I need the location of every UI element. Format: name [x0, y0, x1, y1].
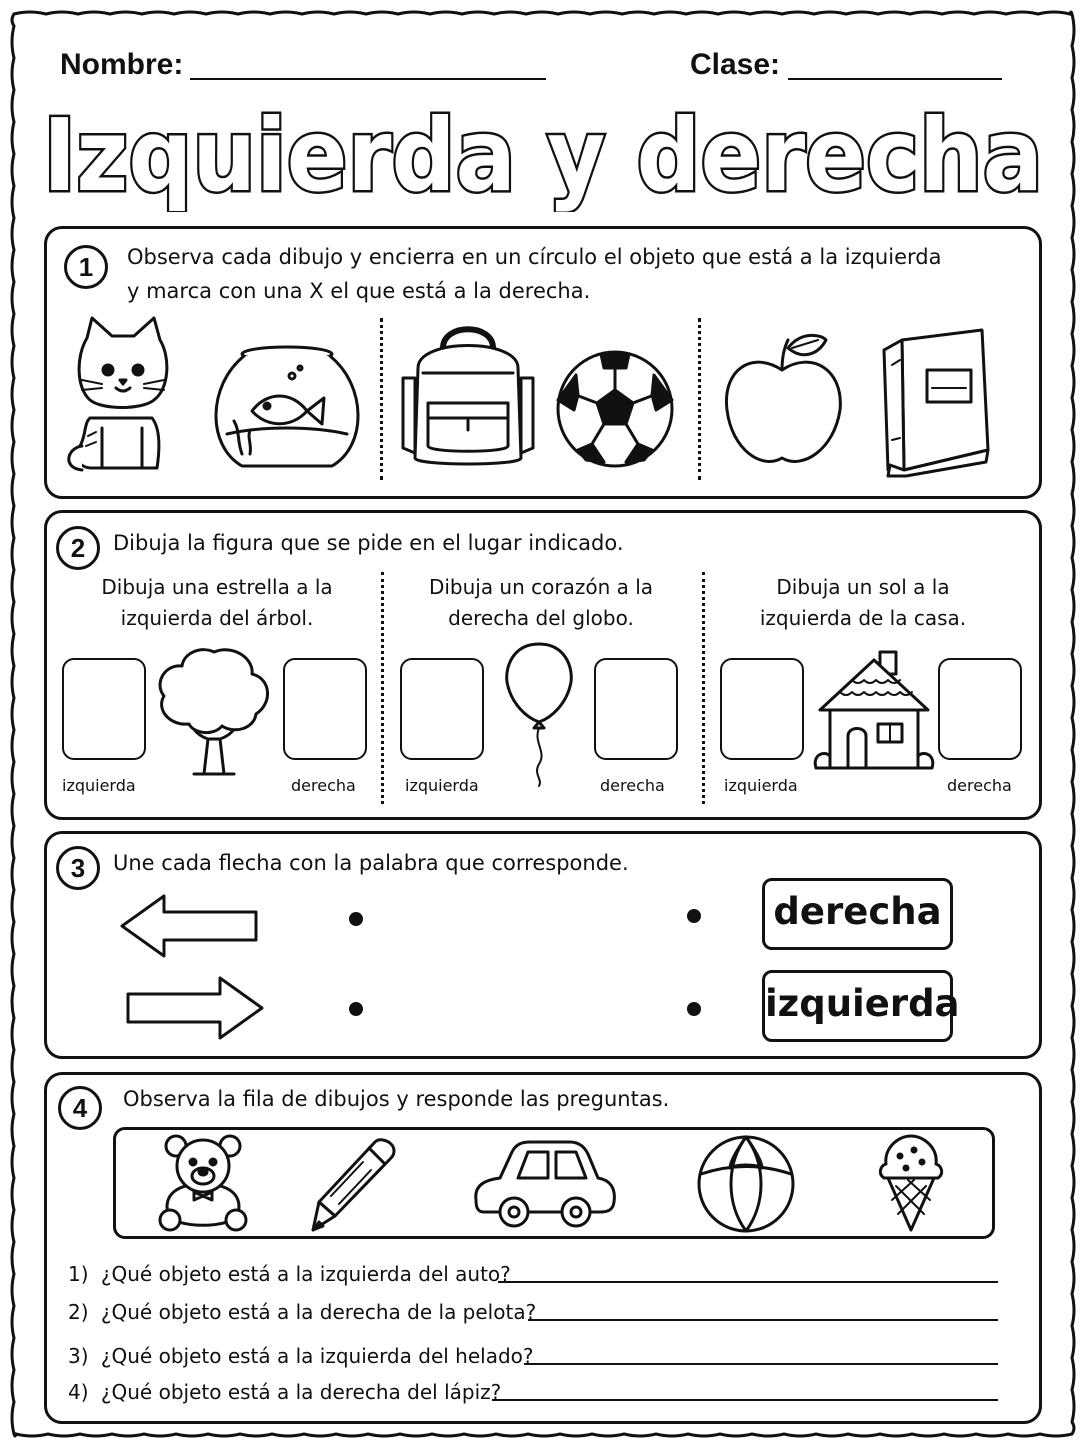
backpack-icon[interactable]: [403, 318, 533, 468]
class-label: Clase:: [690, 48, 781, 81]
task-2-right-box[interactable]: [594, 658, 678, 760]
name-field[interactable]: [190, 78, 546, 80]
answer-line-1[interactable]: [498, 1281, 998, 1283]
question-text: ¿Qué objeto está a la izquierda del auto?: [100, 1262, 511, 1286]
house-icon: [812, 650, 936, 772]
word-box-izquierda[interactable]: izquierda: [762, 970, 953, 1042]
arrow-left-icon: [120, 894, 260, 958]
task-2-right-label: derecha: [600, 776, 665, 795]
answer-line-2[interactable]: [528, 1319, 998, 1321]
section-4: [44, 1072, 1042, 1424]
section-3-number: 3: [56, 846, 100, 890]
page-title: [30, 92, 1056, 212]
section-3-instruction: Une cada flecha con la palabra que corresponde.: [113, 851, 629, 875]
task-2-left-label: izquierda: [405, 776, 479, 795]
question-number: 2): [68, 1300, 89, 1324]
question-4: [68, 1380, 501, 1404]
section-2-instruction: Dibuja la figura que se pide en el lugar indicado.: [113, 531, 624, 555]
beach-ball-icon[interactable]: [696, 1134, 796, 1234]
task-3-left-box[interactable]: [720, 658, 804, 760]
task-2-text-line1: Dibuja un corazón a la: [428, 575, 654, 599]
match-dot-left-1[interactable]: [349, 912, 363, 926]
section-4-number: 4: [58, 1086, 102, 1130]
balloon-icon: [503, 642, 575, 788]
section-2-number: 2: [56, 526, 100, 570]
divider: [381, 572, 384, 804]
answer-line-3[interactable]: [524, 1363, 998, 1365]
soccer-ball-icon[interactable]: [556, 350, 674, 468]
task-3-text-line2: izquierda de la casa.: [759, 606, 967, 630]
question-text: ¿Qué objeto está a la izquierda del helado?: [100, 1344, 534, 1368]
task-1-left-label: izquierda: [62, 776, 136, 795]
question-text: ¿Qué objeto está a la derecha del lápiz?: [100, 1380, 502, 1404]
question-3: [68, 1344, 534, 1368]
arrow-right-icon: [124, 976, 264, 1040]
divider: [380, 318, 383, 480]
word-box-derecha[interactable]: derecha: [762, 878, 953, 950]
task-3-text-line1: Dibuja un sol a la: [776, 575, 950, 599]
car-icon[interactable]: [470, 1140, 618, 1232]
fishbowl-icon[interactable]: [212, 346, 362, 474]
pencil-icon[interactable]: [311, 1136, 397, 1232]
section-4-instruction: Observa la fila de dibujos y responde las preguntas.: [123, 1087, 670, 1111]
question-1: [68, 1262, 511, 1286]
book-icon[interactable]: [882, 330, 994, 476]
task-1-left-box[interactable]: [62, 658, 146, 760]
svg-text:Izquierda y derecha: Izquierda y derecha: [43, 97, 1043, 212]
question-2: [68, 1300, 536, 1324]
question-number: 1): [68, 1262, 89, 1286]
name-label: Nombre:: [60, 48, 184, 81]
task-1-right-box[interactable]: [283, 658, 367, 760]
ice-cream-icon[interactable]: [878, 1134, 944, 1232]
task-1-text-line2: izquierda del árbol.: [120, 606, 314, 630]
task-3-left-label: izquierda: [724, 776, 798, 795]
task-1-right-label: derecha: [291, 776, 356, 795]
task-3-right-label: derecha: [947, 776, 1012, 795]
divider: [702, 572, 705, 804]
tree-icon: [154, 644, 274, 776]
task-2-left-box[interactable]: [400, 658, 484, 760]
teddy-bear-icon[interactable]: [158, 1134, 248, 1232]
apple-icon[interactable]: [722, 330, 846, 470]
answer-line-4[interactable]: [492, 1399, 998, 1401]
divider: [698, 318, 701, 480]
task-1-text-line1: Dibuja una estrella a la: [101, 575, 333, 599]
section-1-number: 1: [64, 245, 108, 289]
class-field[interactable]: [788, 78, 1002, 80]
match-dot-right-2[interactable]: [687, 1002, 701, 1016]
question-text: ¿Qué objeto está a la derecha de la pelota?: [100, 1300, 537, 1324]
task-3-right-box[interactable]: [938, 658, 1022, 760]
cat-icon[interactable]: [62, 318, 182, 476]
task-2-text-line2: derecha del globo.: [448, 606, 634, 630]
question-number: 4): [68, 1380, 89, 1404]
section-1-instruction-line1: Observa cada dibujo y encierra en un círculo el objeto que está a la izquierda: [127, 245, 942, 269]
match-dot-right-1[interactable]: [687, 909, 701, 923]
match-dot-left-2[interactable]: [349, 1002, 363, 1016]
section-1-instruction-line2: y marca con una X el que está a la derecha.: [127, 279, 591, 303]
question-number: 3): [68, 1344, 89, 1368]
